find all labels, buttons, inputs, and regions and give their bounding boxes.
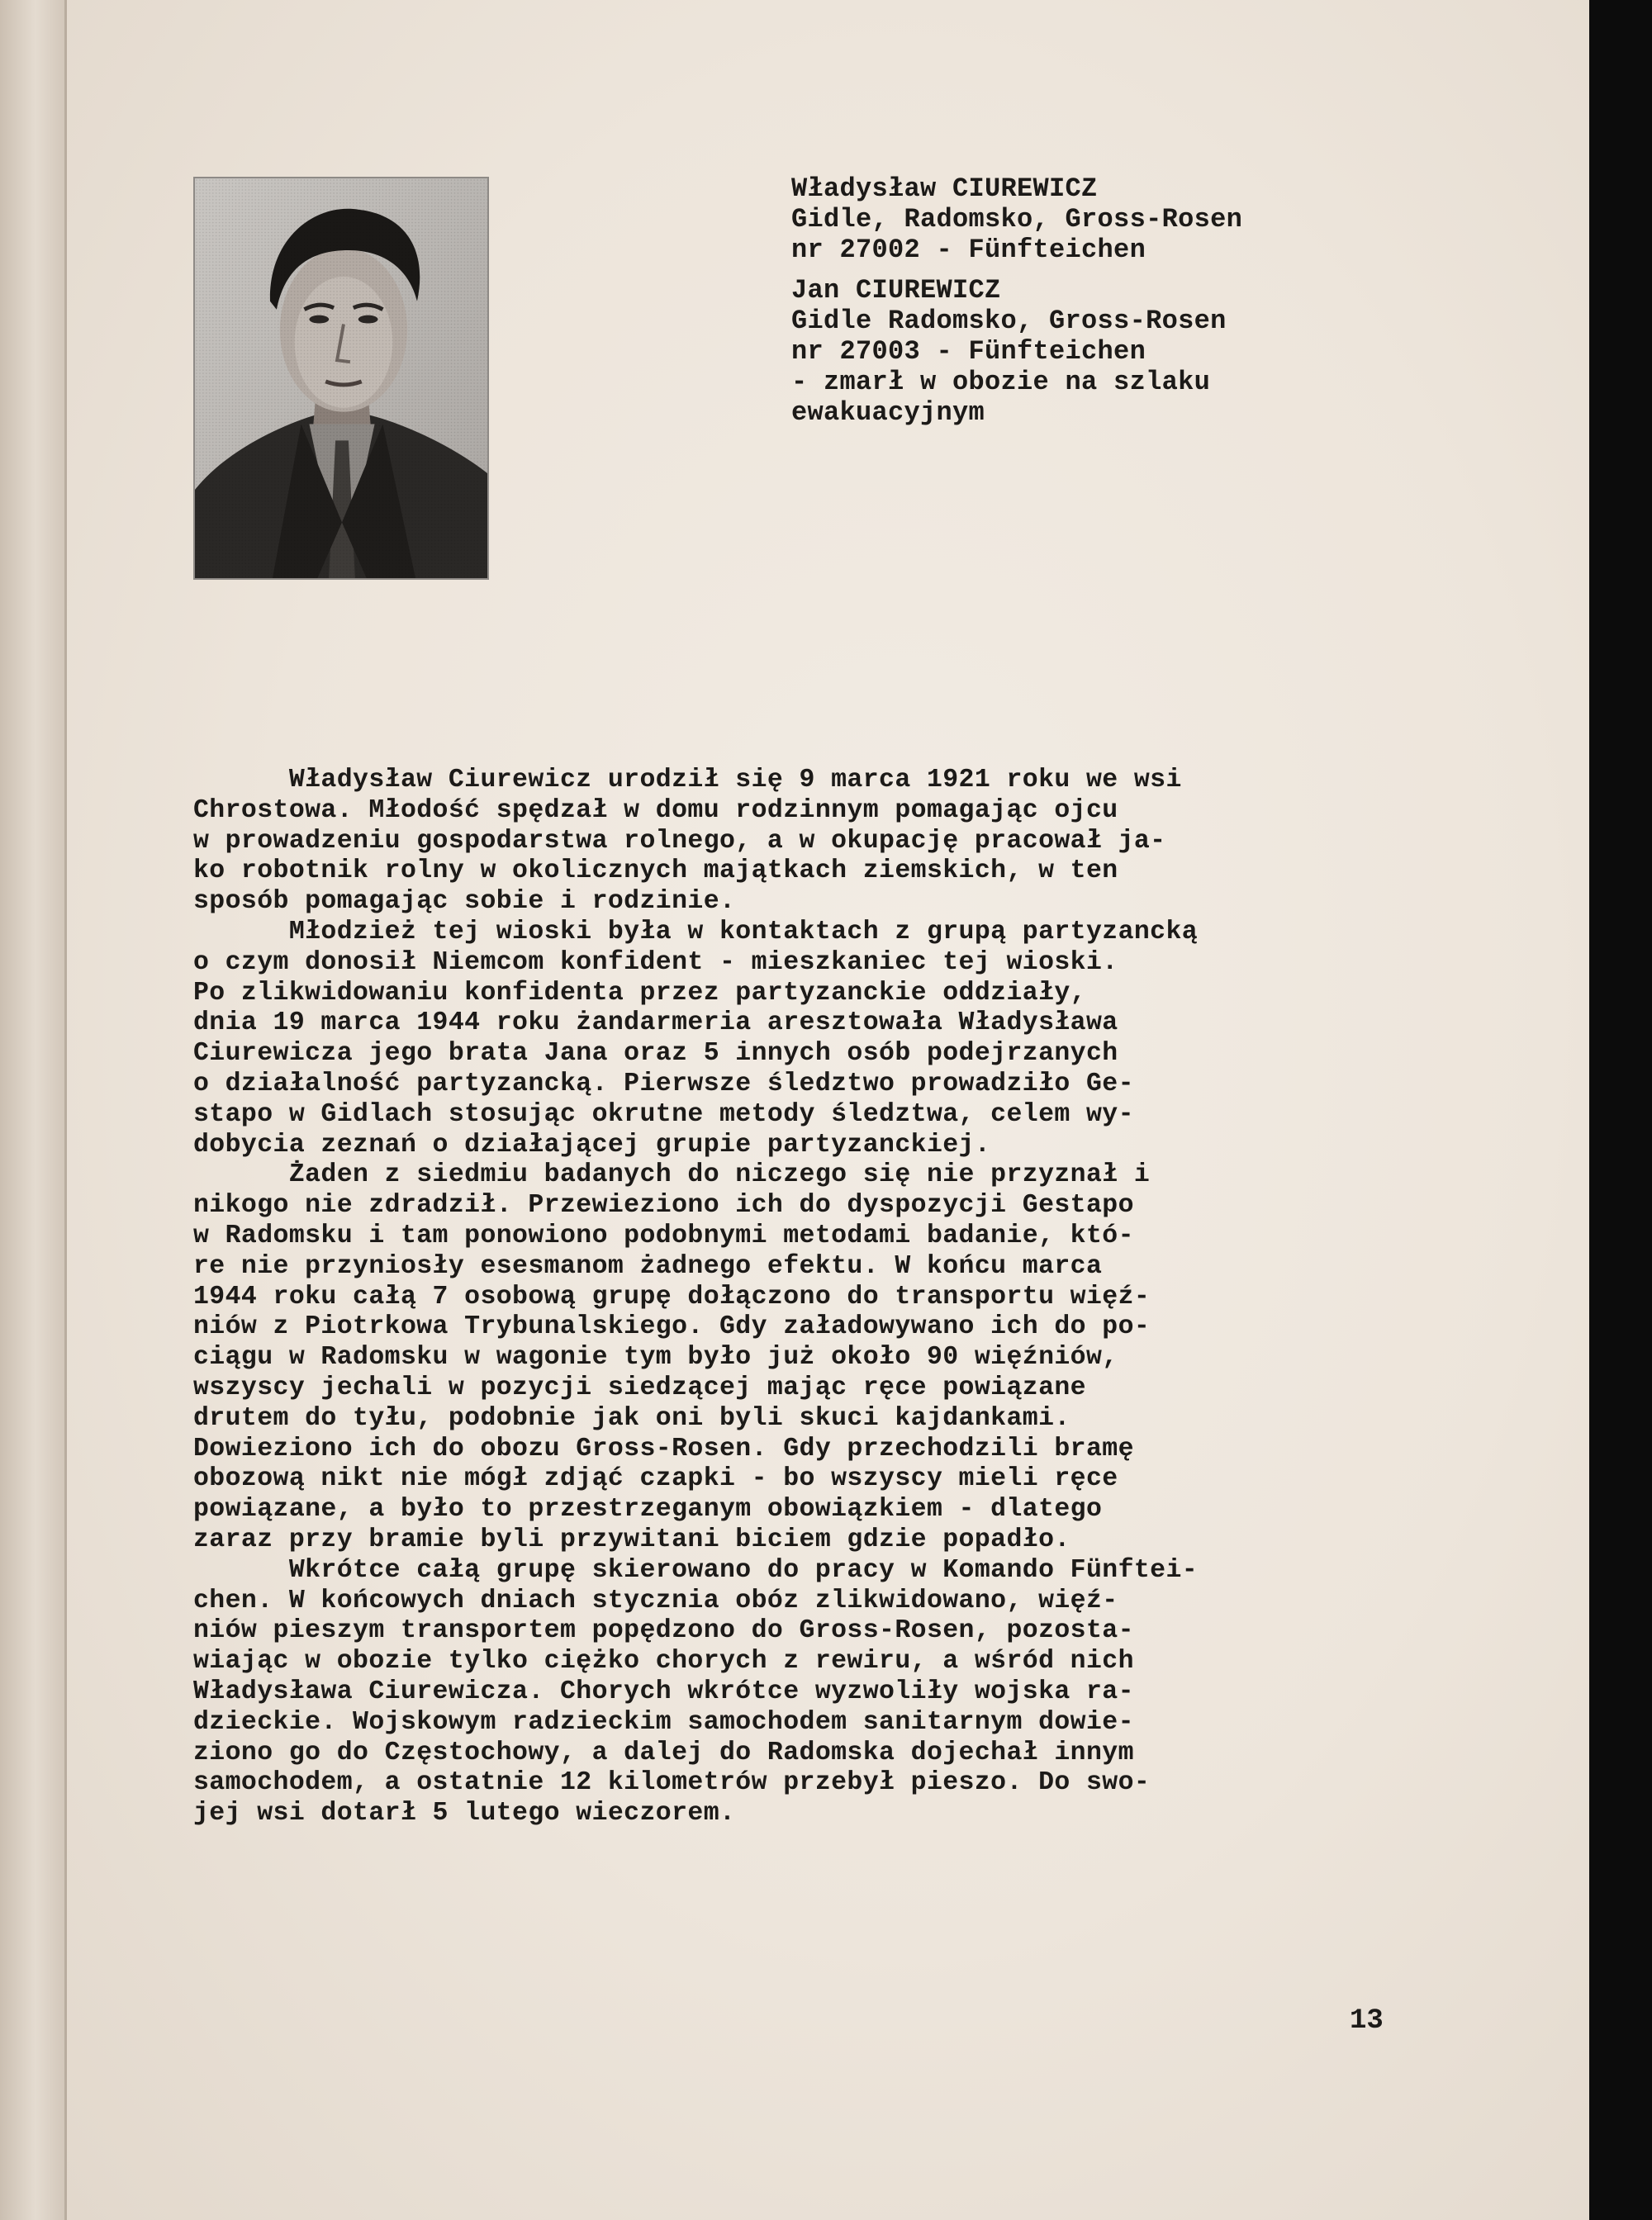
body-line: Młodzież tej wioski była w kontaktach z grupą partyzancką bbox=[193, 917, 1199, 946]
body-line: dzieckie. Wojskowym radzieckim samochodem sanitarnym dowie- bbox=[193, 1707, 1134, 1737]
body-line: sposób pomagając sobie i rodzinie. bbox=[193, 887, 736, 917]
scan-background bbox=[1589, 0, 1652, 2220]
body-line: o działalność partyzancką. Pierwsze śledztwo prowadziło Ge- bbox=[193, 1069, 1134, 1098]
body-line: Ciurewicza jego brata Jana oraz 5 innych osób podejrzanych bbox=[193, 1039, 1118, 1069]
body-line: dnia 19 marca 1944 roku żandarmeria aresztowała Władysława bbox=[193, 1008, 1118, 1038]
body-line: Władysław Ciurewicz urodził się 9 marca 1921 roku we wsi bbox=[193, 766, 1182, 795]
caption-place-1: Gidle, Radomsko, Gross-Rosen bbox=[791, 204, 1243, 235]
body-line: ko robotnik rolny w okolicznych majątkach ziemskich, w ten bbox=[193, 856, 1118, 886]
body-line: re nie przyniosły esesmanom żadnego efektu. W końcu marca bbox=[193, 1251, 1103, 1281]
page-number: 13 bbox=[1350, 2005, 1384, 2037]
caption-note-2-cont: ewakuacyjnym bbox=[791, 397, 985, 428]
body-line: samochodem, a ostatnie 12 kilometrów przebył pieszo. Do swo- bbox=[193, 1768, 1151, 1798]
body-text bbox=[193, 766, 1383, 1829]
body-line: niów pieszym transportem popędzono do Gross-Rosen, pozosta- bbox=[193, 1616, 1134, 1646]
caption-number-2: nr 27003 - Fünfteichen bbox=[791, 336, 1146, 367]
portrait-photo bbox=[193, 177, 489, 580]
body-line: chen. W końcowych dniach stycznia obóz zlikwidowano, więź- bbox=[193, 1586, 1118, 1615]
body-line: w prowadzeniu gospodarstwa rolnego, a w okupację pracował ja- bbox=[193, 826, 1166, 856]
body-line: wiając w obozie tylko ciężko chorych z rewiru, a wśród nich bbox=[193, 1647, 1134, 1677]
caption-place-2: Gidle Radomsko, Gross-Rosen bbox=[791, 306, 1227, 336]
body-line: nikogo nie zdradził. Przewieziono ich do dyspozycji Gestapo bbox=[193, 1191, 1134, 1221]
body-line: 1944 roku całą 7 osobową grupę dołączono do transportu więź- bbox=[193, 1282, 1151, 1312]
body-line: Chrostowa. Młodość spędzał w domu rodzinnym pomagając ojcu bbox=[193, 795, 1118, 825]
body-line: ciągu w Radomsku w wagonie tym było już około 90 więźniów, bbox=[193, 1343, 1118, 1373]
body-line: powiązane, a było to przestrzeganym obowiązkiem - dlatego bbox=[193, 1495, 1103, 1525]
caption-note-2: - zmarł w obozie na szlaku bbox=[791, 367, 1211, 397]
body-line: obozową nikt nie mógł zdjąć czapki - bo wszyscy mieli ręce bbox=[193, 1464, 1118, 1494]
body-line: drutem do tyłu, podobnie jak oni byli skuci kajdankami. bbox=[193, 1403, 1070, 1433]
body-line: Władysława Ciurewicza. Chorych wkrótce wyzwoliły wojska ra- bbox=[193, 1677, 1134, 1706]
body-line: zaraz przy bramie byli przywitani biciem gdzie popadło. bbox=[193, 1525, 1070, 1554]
caption-name-1: Władysław CIUREWICZ bbox=[791, 173, 1098, 204]
body-line: jej wsi dotarł 5 lutego wieczorem. bbox=[193, 1799, 736, 1829]
previous-page-edge bbox=[0, 0, 64, 2220]
body-line: ziono go do Częstochowy, a dalej do Radomska dojechał innym bbox=[193, 1738, 1134, 1767]
body-line: dobycia zeznań o działającej grupie partyzanckiej. bbox=[193, 1130, 991, 1160]
caption-block bbox=[791, 173, 1386, 428]
body-line: w Radomsku i tam ponowiono podobnymi metodami badanie, któ- bbox=[193, 1221, 1134, 1250]
body-line: Żaden z siedmiu badanych do niczego się nie przyznał i bbox=[193, 1160, 1151, 1190]
body-line: Wkrótce całą grupę skierowano do pracy w Komando Fünftei- bbox=[193, 1555, 1199, 1585]
body-line: Po zlikwidowaniu konfidenta przez partyzanckie oddziały, bbox=[193, 978, 1086, 1008]
caption-number-1: nr 27002 - Fünfteichen bbox=[791, 235, 1146, 265]
body-line: niów z Piotrkowa Trybunalskiego. Gdy załadowywano ich do po- bbox=[193, 1312, 1151, 1342]
body-line: stapo w Gidlach stosując okrutne metody śledztwa, celem wy- bbox=[193, 1099, 1134, 1129]
caption-name-2: Jan CIUREWICZ bbox=[791, 275, 1001, 306]
body-line: Dowieziono ich do obozu Gross-Rosen. Gdy przechodzili bramę bbox=[193, 1434, 1134, 1463]
body-line: wszyscy jechali w pozycji siedzącej mając ręce powiązane bbox=[193, 1373, 1086, 1402]
body-line: o czym donosił Niemcom konfident - mieszkaniec tej wioski. bbox=[193, 947, 1118, 977]
